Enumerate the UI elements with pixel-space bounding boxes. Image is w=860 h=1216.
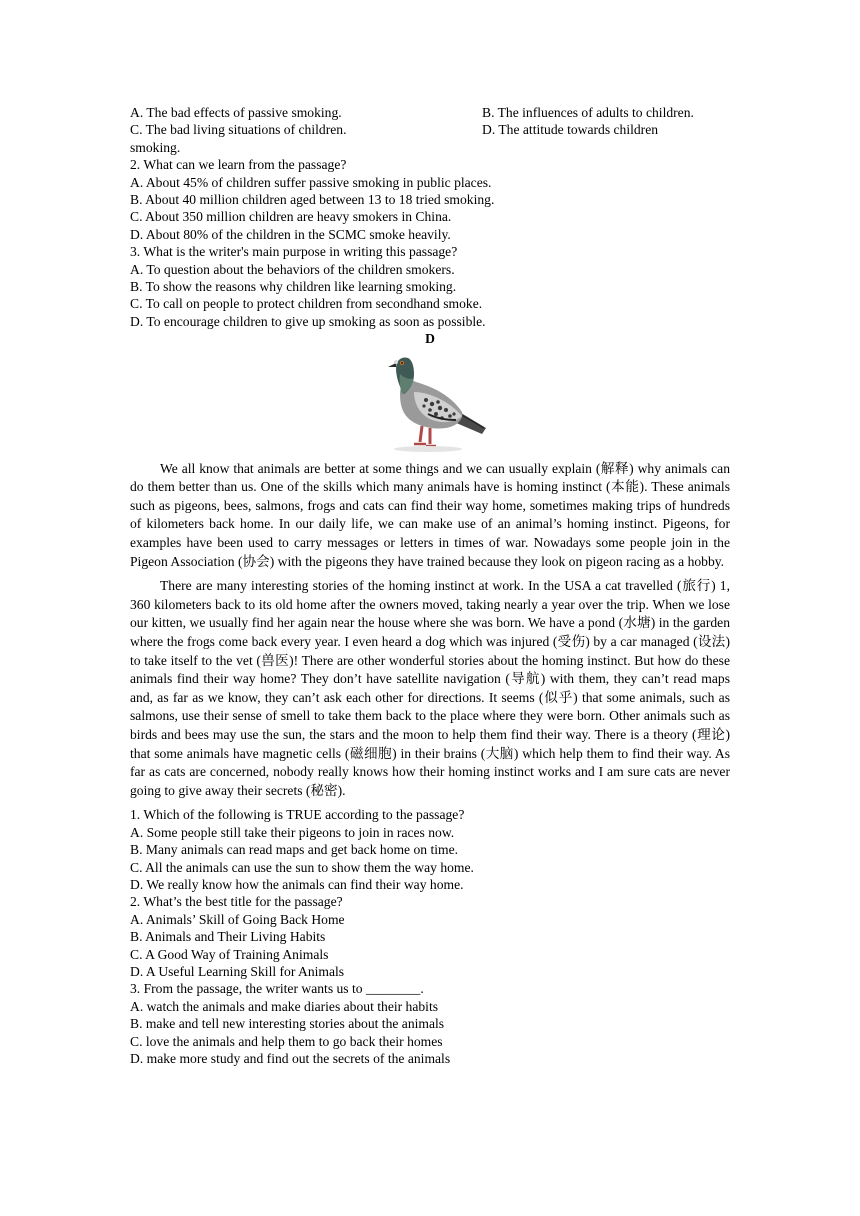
d-q2-option-a: A. Animals’ Skill of Going Back Home: [130, 911, 345, 927]
pigeon-illustration-icon: [370, 348, 490, 456]
c-q1-options-row-2: [130, 121, 730, 138]
c-q1-option-a: A. The bad effects of passive smoking.: [130, 105, 342, 120]
d-q1-option-b: B. Many animals can read maps and get back home on time.: [130, 842, 459, 858]
c-q3-option-a: A. To question about the behaviors of the children smokers.: [130, 261, 455, 277]
d-q2-option-d: D. A Useful Learning Skill for Animals: [130, 964, 345, 980]
c-q1-option-b: B. The influences of adults to children.: [482, 105, 694, 120]
d-q1-stem: 1. Which of the following is TRUE according to the passage?: [130, 807, 465, 823]
c-q3-option-c: C. To call on people to protect children from secondhand smoke.: [130, 296, 483, 312]
c-q1-options-row-1: [130, 104, 730, 121]
c-q2-option-c: C. About 350 million children are heavy smokers in China.: [130, 209, 452, 225]
d-q3-option-c: C. love the animals and help them to go back their homes: [130, 1033, 443, 1049]
c-q3-stem: 3. What is the writer's main purpose in writing this passage?: [130, 244, 458, 260]
c-q2-option-b: B. About 40 million children aged between 13 to 18 tried smoking.: [130, 192, 495, 208]
pigeon-figure: [130, 348, 730, 456]
d-q2-option-c: C. A Good Way of Training Animals: [130, 946, 329, 962]
passage-d-paragraph-1: We all know that animals are better at some things and we can usually explain (解释) why animals can do them better than us. One of the skills which many animals have is homing instinct (本能). These animals such as pigeons, bees, salmons, frogs and cats can find their way home, sometimes making trips of hundreds of kilometers back home. In our daily life, we can make use of an animal’s homing instinct. Pigeons, for examples have been used to carry messages or letters in times of war. Nowadays some people join in the Pigeon Association (协会) with the pigeons they have trained because they look on pigeon racing as a hobby.: [130, 460, 730, 569]
c-q2-option-d: D. About 80% of the children in the SCMC smoke heavily.: [130, 226, 451, 242]
d-q3-option-b: B. make and tell new interesting stories about the animals: [130, 1016, 445, 1032]
c-q1-option-c: C. The bad living situations of children.: [130, 122, 347, 138]
c-q3-option-d: D. To encourage children to give up smoking as soon as possible.: [130, 313, 486, 329]
c-q2-stem: 2. What can we learn from the passage?: [130, 157, 347, 173]
passage-d-paragraph-2: There are many interesting stories of the homing instinct at work. In the USA a cat travelled (旅行) 1, 360 kilometers back to its old home after the owners moved, taking nearly a year over the trip. When we lose our kitten, we usually find her again near the house where she was born. We have a pond (水塘) in the garden where the frogs come back every year. I even heard a dog which was injured (受伤) by a car managed (设法) to take itself to the vet (兽医)! There are other wonderful stories about the homing instinct. But how do these animals find their way home? They don’t have satellite navigation (导航) with them, they can’t read maps and, as far as we know, they can’t ask each other for directions. It seems (似乎) that some animals, such as salmons, use their sense of smell to take them back to the place where they were born. Other animals such as birds and bees may use the sun, the stars and the moon to help them find their way. There is a theory (理论) that some animals have magnetic cells (磁细胞) in their brains (大脑) which help them to find their way. As far as cats are concerned, nobody really knows how their homing instinct works and I am sure cats are never going to give away their secrets (秘密).: [130, 578, 730, 798]
d-q1-option-a: A. Some people still take their pigeons to join in races now.: [130, 824, 455, 840]
d-q1-option-c: C. All the animals can use the sun to show them the way home.: [130, 859, 474, 875]
document-content: [130, 104, 730, 1067]
d-q3-option-d: D. make more study and find out the secrets of the animals: [130, 1051, 451, 1067]
d-q3-stem: 3. From the passage, the writer wants us to ________.: [130, 981, 424, 997]
c-q1-option-d-continued: smoking.: [130, 139, 181, 155]
d-q3-option-a: A. watch the animals and make diaries about their habits: [130, 998, 439, 1014]
d-q2-stem: 2. What’s the best title for the passage?: [130, 894, 343, 910]
c-q3-option-b: B. To show the reasons why children like learning smoking.: [130, 279, 457, 295]
d-q1-option-d: D. We really know how the animals can find their way home.: [130, 877, 464, 892]
c-q1-option-d: D. The attitude towards children: [482, 122, 659, 138]
section-label-d: D: [425, 331, 435, 347]
c-q2-option-a: A. About 45% of children suffer passive smoking in public places.: [130, 174, 492, 190]
d-q2-option-b: B. Animals and Their Living Habits: [130, 929, 326, 945]
